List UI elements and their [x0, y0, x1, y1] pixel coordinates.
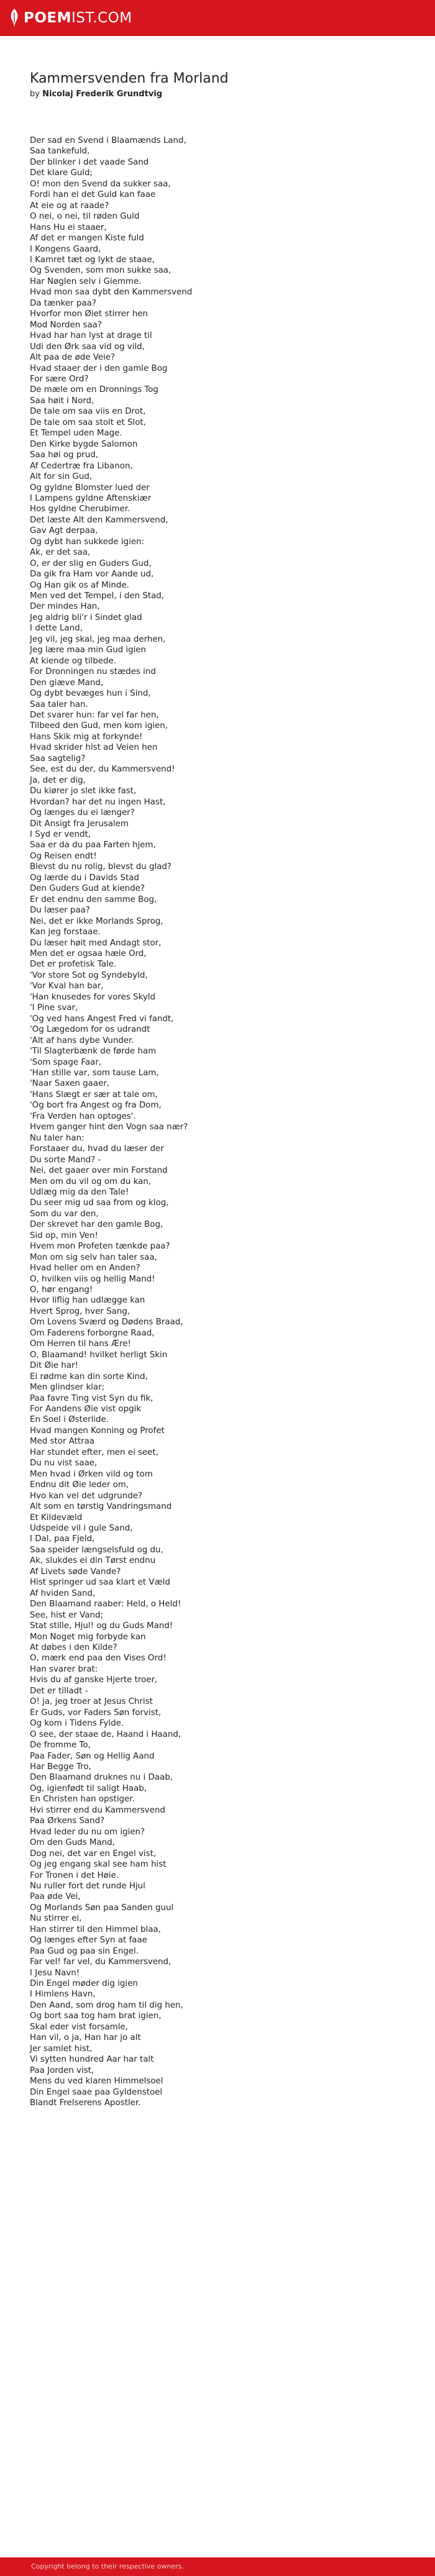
poem-line: I Kongens Gaard, [30, 244, 101, 254]
poem-line: Dog nei, det var en Engel vist, [30, 1849, 157, 1859]
poem-line: Nei, det er ikke Morlands Sprog, [30, 916, 163, 926]
poem-line: Hvem ganger hint den Vogn saa nær? [30, 1122, 188, 1132]
poem-line: Blevst du nu rolig, blevst du glad? [30, 862, 172, 872]
poem-line: See, est du der, du Kammersvend! [30, 765, 175, 775]
poem-line: For Tronen i det Høie. [30, 1870, 119, 1880]
poem-line: Et Kildevæld [30, 1513, 83, 1522]
poem-line: Hvor liflig han udlægge kan [30, 1296, 145, 1306]
poem-line: 'Og Lægedom for os udrandt [30, 1025, 150, 1035]
poem-line: Dit Ansigt fra Jerusalem [30, 819, 129, 829]
poem-line: Endnu dit Øie leder om, [30, 1480, 129, 1490]
poem-line: Alt paa de øde Veie? [30, 353, 116, 363]
footer [0, 2557, 435, 2576]
poem-line: Hvordan? har det nu ingen Hast, [30, 797, 166, 807]
poem-line: Nu ruller fort det runde Hjul [30, 1881, 145, 1891]
poem-line: Men ved det Tempel, i den Stad, [30, 591, 165, 601]
poem-line: O! mon den Svend da sukker saa, [30, 179, 171, 189]
poem-line: Om Lovens Sværd og Dødens Braad, [30, 1318, 183, 1327]
poem-line: En Soel i Østerlide. [30, 1415, 109, 1425]
poem-line: Saa høi og prud, [30, 450, 99, 460]
poem-line: Dit Øie har! [30, 1361, 78, 1371]
poem-line: Men hvad i Ørken vild og tom [30, 1469, 153, 1479]
poem-line: Skal eder vist forsamle, [30, 2022, 128, 2032]
poem-line: Af Livets søde Vande? [30, 1567, 121, 1577]
poem-line: At døbes i den Kilde? [30, 1642, 117, 1652]
poem-header [30, 70, 403, 100]
poem-line: Alt som en tørstig Vandringsmand [30, 1502, 172, 1512]
poem-line: De mæle om en Dronnings Tog [30, 385, 158, 395]
poem-line: Udspeide vil i gule Sand, [30, 1524, 133, 1533]
poem-line: At kiende og tilbede. [30, 656, 116, 666]
poem-line: Der sad en Svend i Blaamænds Land, [30, 136, 186, 145]
poem-line: Du sorte Mand? - [30, 1155, 101, 1165]
poem-line: Hvad heller om en Anden? [30, 1263, 140, 1273]
poem-line: Hvad mon saa dybt den Kammersvend [30, 288, 193, 298]
poem-line: 'Og bort fra Angest og fra Dom, [30, 1101, 162, 1111]
poem-line: Og kom i Tidens Fylde. [30, 1719, 124, 1729]
poem-line: Nu taler han: [30, 1133, 85, 1143]
poem-line: Hans Skik mig at forkynde! [30, 732, 143, 742]
poem-line: Gav Agt derpaa, [30, 526, 98, 536]
by-label: by [30, 89, 40, 99]
poem-line: Saa speider længselsfuld og du, [30, 1545, 163, 1555]
poem-line: I Himlens Havn, [30, 1990, 96, 2000]
poem-line: Om Herren til hans Ære! [30, 1339, 131, 1349]
copyright-text: Copyright belong to their respective owners. [31, 2562, 184, 2570]
poem-line: Jeg vil, jeg skal, jeg maa derhen, [30, 634, 166, 644]
poem-line: Og, igienfødt til saligt Haab, [30, 1783, 147, 1793]
poem-line: Blandt Frelserens Apostler. [30, 2098, 141, 2108]
poem-line: Udi den Ørk saa vid og vild, [30, 342, 145, 352]
byline [30, 89, 403, 100]
poem-line: Den Aand, som drog ham til dig hen, [30, 2000, 183, 2010]
site-logo-text [24, 10, 132, 26]
poem-line: Saa høit i Nord, [30, 396, 94, 406]
poem-line: Der blinker i det vaade Sand [30, 157, 149, 167]
poem-line: 'Vor store Sot og Syndebyld, [30, 970, 148, 980]
poem-line: Det læste Alt den Kammersvend, [30, 515, 168, 525]
poem-line: Mon Noget mig forbyde kan [30, 1632, 146, 1642]
poem-line: Ei rødme kan din sorte Kind, [30, 1372, 148, 1381]
poem-line: Det er profetisk Tale. [30, 960, 117, 970]
poem-line: Der mindes Han, [30, 602, 100, 612]
poem-line: O, mærk end paa den Vises Ord! [30, 1654, 167, 1663]
poem-line: Paa Jorden vist, [30, 2065, 94, 2075]
poem-line: Paa Fader, Søn og Hellig Aand [30, 1751, 155, 1761]
poem-line: 'Naar Saxen gaaer, [30, 1079, 109, 1089]
poem-line: Og Morlands Søn paa Sanden guul [30, 1903, 174, 1913]
poem-line: Et Tempel uden Mage. [30, 429, 122, 439]
poem-line: Men det er ogsaa hæie Ord, [30, 949, 147, 958]
poem-line: Har Begge Tro, [30, 1762, 91, 1772]
poem-line: Hvis du af ganske Hjerte troer, [30, 1675, 158, 1685]
poem-line: Og længes du ei længer? [30, 808, 135, 818]
poem-line: I Dal, paa Fjeld, [30, 1534, 95, 1544]
poem-line: Da gik fra Ham vor Aande ud, [30, 570, 154, 580]
poem-line: Og Reisen endt! [30, 851, 97, 861]
poem-line: De tale om saa stolt et Slot, [30, 417, 146, 427]
poem-line: O, Blaamand! hvilket herligt Skin [30, 1350, 168, 1360]
poem-line: Jer samlet hist, [30, 2044, 93, 2054]
poem-line: For sære Ord? [30, 374, 89, 384]
poem-line: Det svarer hun: far vel far hen, [30, 711, 159, 721]
top-bar [0, 0, 435, 36]
poem-line: Han vil, o ja, Han har jo alt [30, 2033, 141, 2043]
poem-line: 'Han stille var, som tause Lam, [30, 1068, 159, 1078]
poem-line: Da tænker paa? [30, 298, 96, 308]
poem-line: Og Svenden, som mon sukke saa, [30, 266, 172, 276]
poem-line: 'Som spage Faar, [30, 1057, 101, 1067]
poem-line: Har Nøglen selv i Giemme. [30, 276, 142, 286]
poem-line: De tale om saa viis en Drot, [30, 407, 146, 417]
poem-line: Far vel! far vel, du Kammersvend, [30, 1957, 172, 1967]
poem-line: Er det endnu den samme Bog, [30, 894, 157, 904]
author-link[interactable]: Nicolaj Frederik Grundtvig [42, 89, 163, 99]
poem-line: Din Engel saae paa Gyldenstoel [30, 2087, 163, 2097]
poem-line: Hvorfor mon Øiet stirrer hen [30, 309, 148, 319]
poem-line: 'Fra Verden han optoges'. [30, 1111, 136, 1121]
logo-light-text: IST.COM [71, 10, 132, 26]
poem-line: Hvad staaer der i den gamle Bog [30, 363, 168, 373]
poem-line: Ak, slukdes ei din Tørst endnu [30, 1556, 156, 1566]
poem-line: Og Han gik os af Minde. [30, 580, 129, 590]
poem-line: Han svarer brat: [30, 1664, 98, 1674]
poem-line: Hvad skrider hist ad Veien hen [30, 743, 158, 753]
poem-line: 'Hans Slægt er sær at tale om, [30, 1090, 158, 1099]
poem-line: Alt for sin Gud, [30, 472, 93, 482]
poem-line: Ja, det er dig, [30, 775, 86, 785]
poem-line: Som du var den, [30, 1209, 99, 1219]
poem-line: For Dronningen nu stædes ind [30, 667, 156, 677]
poem-line: Den giæve Mand, [30, 678, 104, 688]
poem-line: Har stundet efter, men ei seet, [30, 1447, 158, 1457]
poem-line: Mod Norden saa? [30, 320, 102, 330]
poem-body [30, 135, 403, 2108]
poem-line: Saa tankefuld, [30, 147, 90, 157]
poem-line: Stat stille, Hjul! og du Guds Mand! [30, 1621, 173, 1631]
logo-bold-text: POEM [24, 10, 72, 26]
poem-line: Den Blaamand druknes nu i Daab, [30, 1773, 173, 1783]
poem-line: Og jeg engang skal see ham hist [30, 1860, 167, 1870]
site-logo[interactable] [9, 7, 132, 29]
poem-line: Paa Ørkens Sand? [30, 1816, 105, 1826]
poem-line: Saa taler han. [30, 699, 88, 709]
poem-line: I dette Land, [30, 624, 83, 634]
poem-line: De fromme To, [30, 1741, 91, 1750]
poem-line: Den Guders Gud at kiende? [30, 884, 145, 894]
poem-line: Med stor Attraa [30, 1437, 95, 1447]
poem-line: 'Til Slagterbænk de førde ham [30, 1047, 157, 1057]
poem-line: Du nu vist saae, [30, 1459, 98, 1468]
poem-line: Men om du vil og om du kan, [30, 1176, 152, 1186]
poem-line: Hist springer ud saa klart et Væld [30, 1578, 170, 1588]
poem-line: Ak, er det saa, [30, 548, 91, 558]
poem-line: Saa er da du paa Farten hjem, [30, 840, 156, 850]
poem-line: Om Faderens forborgne Raad, [30, 1328, 155, 1338]
poem-line: I Jesu Navn! [30, 1968, 80, 1978]
poem-line: Der skrevet har den gamle Bog, [30, 1220, 163, 1230]
poem-line: Og dybt bevæges hun i Sind, [30, 689, 151, 699]
poem-line: Hvi stirrer end du Kammersvend [30, 1805, 165, 1815]
poem-line: Saa sagtelig? [30, 753, 86, 763]
poem-line: Du seer mig ud saa from og klog, [30, 1198, 169, 1208]
poem-line: Hans Hu ei staaer, [30, 222, 107, 232]
poem-line: Af hviden Sand, [30, 1588, 96, 1598]
poem-line: Hvad mangen Konning og Profet [30, 1426, 165, 1436]
poem-line: Den Blaamand raaber: Held, o Held! [30, 1600, 181, 1609]
poem-line: Og bort saa tog ham brat igien, [30, 2011, 162, 2021]
poem-line: O see, der staae de, Haand i Haand, [30, 1729, 181, 1739]
poem-line: Kan jeg forstaae. [30, 927, 101, 937]
poem-line: Mens du ved klaren Himmelsoel [30, 2077, 163, 2087]
poem-line: Og gyldne Blomster lued der [30, 483, 150, 493]
poem-line: O nei, o nei, til røden Guld [30, 212, 140, 222]
poem-line: Du læser paa? [30, 906, 90, 916]
poem-line: For Aandens Øie vist opgik [30, 1404, 142, 1414]
poem-line: Hvad har han lyst at drage til [30, 331, 152, 341]
poem-line: Den Kirke bygde Salomon [30, 439, 138, 449]
poem-line: Og dybt han sukkede igien: [30, 537, 145, 547]
poem-line: O, er der slig en Guders Gud, [30, 558, 152, 568]
poem-line: Du læser høit med Andagt stor, [30, 938, 162, 948]
poem-line: Nu stirrer ei, [30, 1914, 82, 1924]
poem-line: Nei, det gaaer over min Forstand [30, 1166, 168, 1176]
poem-line: See, hist er Vand; [30, 1610, 104, 1620]
poem-line: Hvert Sprog, hver Sang, [30, 1306, 130, 1316]
poem-line: Hos gyldne Cherubimer. [30, 504, 130, 514]
poem-line: Forstaaer du, hvad du læser der [30, 1144, 164, 1154]
poem-line: Paa favre Ting vist Syn du fik, [30, 1393, 153, 1403]
poem-title: Kammersvenden fra Morland [30, 71, 229, 86]
poem-line: Jeg aldrig bli'r i Sindet glad [30, 612, 142, 622]
poem-line: Det klare Guld; [30, 168, 93, 178]
poem-line: Hvo kan vel det udgrunde? [30, 1491, 143, 1501]
poem-line: 'I Pine svar, [30, 1003, 78, 1013]
poem-line: 'Han knusedes for vores Skyld [30, 992, 156, 1002]
poem-line: O! ja, jeg troer at Jesus Christ [30, 1697, 153, 1707]
poem-line: Mon om sig selv han taler saa, [30, 1252, 157, 1262]
poem-line: Paa Gud og paa sin Engel. [30, 1946, 139, 1956]
poem-line: Du kiører jo slet ikke fast, [30, 786, 137, 796]
poem-line: At eie og at raade? [30, 201, 109, 211]
poem-line: Paa øde Vei, [30, 1892, 81, 1902]
poem-line: Vi sytten hundred Aar har talt [30, 2055, 154, 2065]
poem-line: O, hør engang! [30, 1285, 93, 1295]
poem-line: Fordi han ei det Guld kan faae [30, 190, 156, 200]
poem-line: Om den Guds Mand, [30, 1838, 115, 1848]
poem-line: Og lærde du i Davids Stad [30, 873, 140, 883]
poem-line: En Christen han opstiger. [30, 1795, 135, 1805]
poem-line: Og længes efter Syn at faae [30, 1936, 147, 1946]
poem-line: Er Guds, vor Faders Søn forvist, [30, 1708, 162, 1718]
poem-line: Sid op, min Ven! [30, 1231, 98, 1240]
quill-pen-icon [9, 9, 20, 27]
poem-line: Af det er mangen Kiste fuld [30, 234, 144, 243]
poem-line: Tilbeed den Gud, men kom igien, [30, 721, 168, 731]
poem-line: Men glindser klar; [30, 1383, 105, 1393]
poem-line: 'Vor Kval han bar, [30, 981, 104, 991]
poem-line: Af Cedertræ fra Libanon, [30, 461, 133, 471]
poem-line: Det er tilladt - [30, 1686, 88, 1696]
poem-line: O, hvilken viis og hellig Mand! [30, 1274, 155, 1284]
poem-line: Hvad leder du nu om igien? [30, 1827, 145, 1837]
poem-line: I Syd er vendt, [30, 830, 91, 839]
poem-line: 'Alt af hans dybe Vunder. [30, 1035, 134, 1045]
poem-line: I Lampens gyldne Aftenskiær [30, 493, 152, 503]
poem-line: Udlæg mig da den Tale! [30, 1187, 129, 1197]
poem-line: I Kamret tæt og lykt de staae, [30, 255, 155, 265]
poem-line: Jeg lære maa min Gud igien [30, 645, 147, 655]
poem-line: Din Engel møder dig igien [30, 1979, 138, 1989]
poem-line: Han stirrer til den Himmel blaa, [30, 1924, 161, 1934]
poem-line: Hvem mon Profeten tænkde paa? [30, 1242, 170, 1252]
poem-line: 'Og ved hans Angest Fred vi fandt, [30, 1014, 174, 1024]
